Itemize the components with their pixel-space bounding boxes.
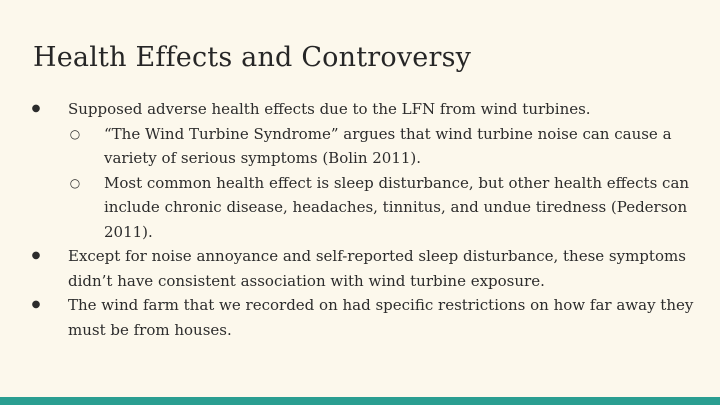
sub-bullet-item xyxy=(24,122,700,171)
bullet-marker: ● xyxy=(31,250,41,261)
bullet-marker: ● xyxy=(31,103,41,114)
sub-bullet-marker: ○ xyxy=(69,175,81,190)
bullet-marker: ● xyxy=(31,299,41,310)
bullet-text: Except for noise annoyance and self-reported sleep disturbance, these symptoms didn’t have consistent association with wind turbine exposure. xyxy=(68,247,686,290)
accent-bar xyxy=(0,397,720,405)
sub-bullet-marker: ○ xyxy=(69,126,81,141)
bullet-item xyxy=(24,97,700,122)
bullet-item xyxy=(24,244,700,293)
sub-bullet-text: “The Wind Turbine Syndrome” argues that wind turbine noise can cause a variety of serious symptoms (Bolin 2011). xyxy=(104,124,672,167)
sub-bullet-text: Most common health effect is sleep disturbance, but other health effects can include chronic disease, headaches, tinnitus, and undue tiredness (Pederson 2011). xyxy=(104,173,690,241)
bullet-text: The wind farm that we recorded on had specific restrictions on how far away they must be from houses. xyxy=(68,296,694,339)
bullet-item xyxy=(24,293,700,342)
slide-title: Health Effects and Controversy xyxy=(33,42,472,73)
bullet-text: Supposed adverse health effects due to the LFN from wind turbines. xyxy=(68,100,591,118)
sub-bullet-item xyxy=(24,171,700,245)
slide-body xyxy=(24,97,700,342)
